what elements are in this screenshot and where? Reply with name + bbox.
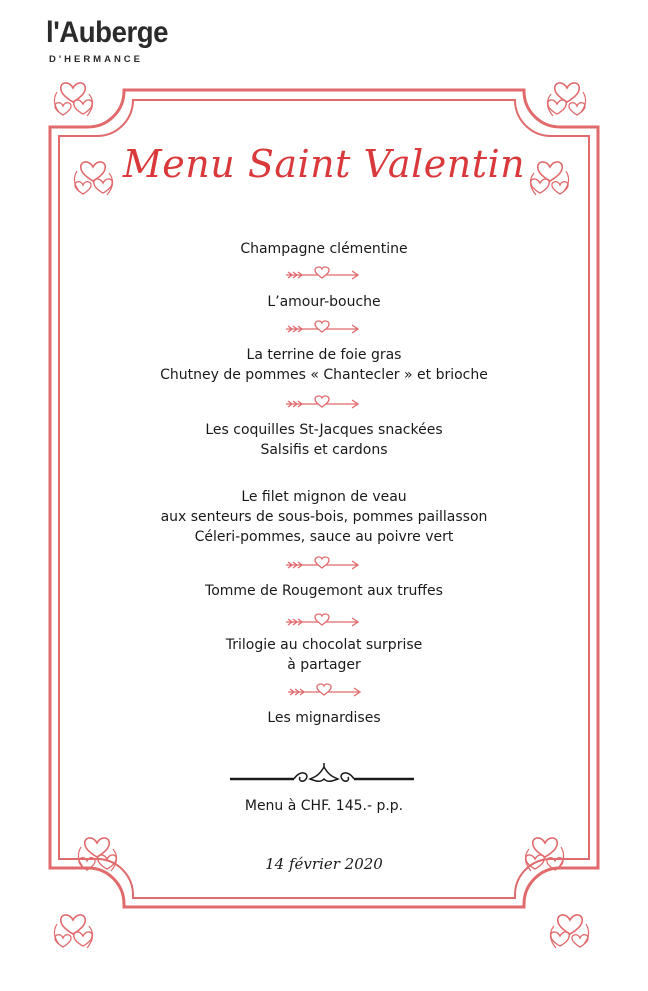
menu-title: Menu Saint Valentin — [122, 142, 526, 186]
arrow-heart-icon — [286, 614, 358, 626]
course-item — [0, 635, 648, 675]
arrow-heart-icon — [286, 396, 358, 408]
course-line: Tomme de Rougemont aux truffes — [205, 583, 443, 599]
course-item — [0, 708, 648, 728]
flourish-divider-icon — [230, 763, 414, 781]
hearts-ornament-icon — [54, 83, 92, 116]
brand-name: l'Auberge — [46, 16, 169, 49]
course-item — [0, 420, 648, 460]
course-line: La terrine de foie gras — [246, 347, 402, 363]
course-line: Salsifis et cardons — [260, 442, 388, 458]
menu-date: 14 février 2020 — [265, 855, 383, 873]
course-line: Chutney de pommes « Chantecler » et brioche — [160, 367, 488, 383]
course-line: Céleri-pommes, sauce au poivre vert — [194, 529, 454, 545]
course-line: Le filet mignon de veau — [241, 489, 407, 505]
arrow-heart-icon — [286, 321, 358, 333]
arrow-heart-icon — [288, 684, 360, 696]
brand-subtitle: D'HERMANCE — [49, 54, 144, 65]
course-line: aux senteurs de sous-bois, pommes paillasson — [160, 509, 488, 525]
hearts-ornament-icon — [547, 83, 585, 116]
hearts-ornament-icon — [54, 915, 92, 948]
arrow-heart-icon — [286, 267, 358, 279]
course-line: à partager — [287, 657, 361, 673]
menu-price: Menu à CHF. 145.- p.p. — [244, 798, 404, 814]
course-line: L’amour-bouche — [267, 294, 381, 310]
course-line: Champagne clémentine — [240, 241, 408, 257]
arrow-heart-icon — [286, 557, 358, 569]
course-item — [0, 345, 648, 385]
course-line: Les mignardises — [267, 710, 381, 726]
course-line: Trilogie au chocolat surprise — [225, 637, 423, 653]
course-item — [0, 487, 648, 547]
course-item — [0, 581, 648, 601]
course-item — [0, 239, 648, 259]
course-item — [0, 292, 648, 312]
course-line: Les coquilles St-Jacques snackées — [205, 422, 443, 438]
hearts-ornament-icon — [550, 915, 588, 948]
